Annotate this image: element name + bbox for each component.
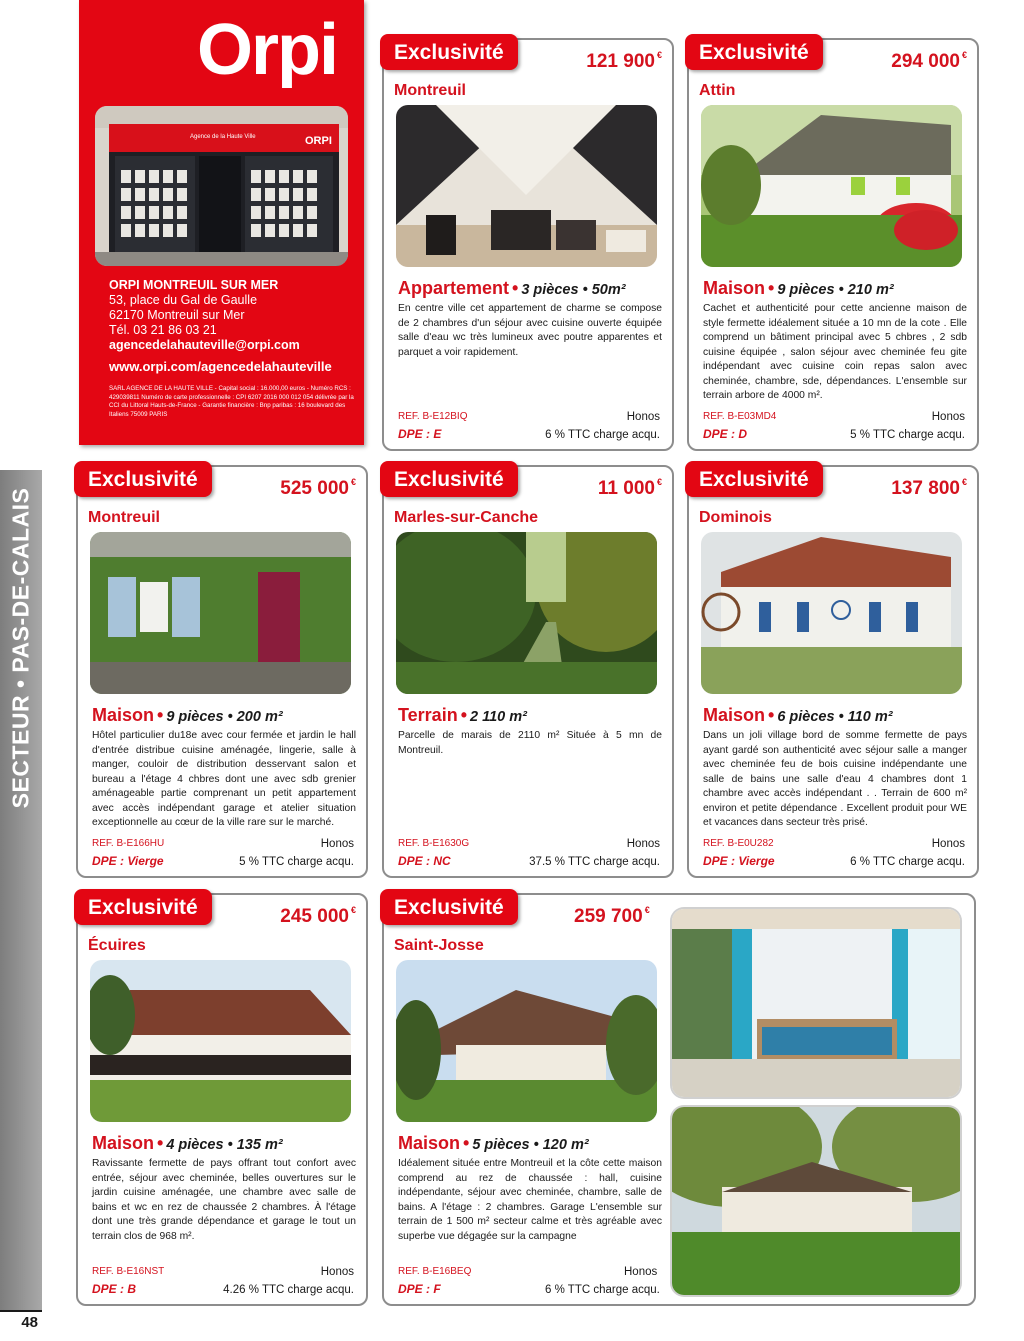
listing-description: Parcelle de marais de 2110 m² Située à 5 mn de Montreuil. (398, 730, 662, 756)
energy-rating: DPE : E (398, 427, 442, 441)
exclusivity-badge: Exclusivité (74, 461, 212, 497)
agency-address-line2: 62170 Montreuil sur Mer (109, 308, 245, 322)
fees-label: Honos (931, 838, 965, 850)
room-count: 4 pièces (166, 1137, 224, 1153)
fees-value: 6 % TTC charge acqu. (545, 429, 660, 441)
property-type: Maison (92, 1133, 155, 1153)
energy-rating: DPE : Vierge (703, 854, 775, 868)
energy-rating: DPE : F (398, 1282, 441, 1296)
listing-headline: Maison • 6 pièces • 110 m² (703, 705, 893, 725)
property-photo (396, 532, 657, 694)
storefront-logo: ORPI (305, 135, 332, 147)
listing-description: Cachet et authenticité pour cette ancienne maison de style fermette idéalement située a 10 mn de la cote . Elle comprend un bâtiment principal avec 5 chbres , 2 sdb cuisine équipée , salon séjour avec cheminée feu gite indépendant avec cuisine coin repas salon avec cheminée, chambre, sde, dépendances. L'ensemble sur terrain arbore de 4000 m². (703, 303, 967, 401)
energy-rating: DPE : NC (398, 854, 451, 868)
exclusivity-badge: Exclusivité (380, 34, 518, 70)
property-type: Maison (92, 705, 155, 725)
listing-card-marles-land[interactable] (382, 465, 674, 878)
listing-card-montreuil-house[interactable] (76, 465, 368, 878)
room-count: 9 pièces (166, 709, 224, 725)
price: 137 800 € (891, 477, 967, 499)
fees-value: 37.5 % TTC charge acqu. (529, 856, 660, 868)
agency-address-line1: 53, place du Gal de Gaulle (109, 293, 258, 307)
fees-value: 6 % TTC charge acqu. (850, 856, 965, 868)
energy-rating: DPE : B (92, 1282, 137, 1296)
city: Écuires (88, 937, 146, 954)
storefront-sign: Agence de la Haute Ville (190, 134, 256, 140)
property-photo (701, 532, 962, 694)
agency-email[interactable]: agencedelahauteville@orpi.com (109, 338, 300, 352)
price: 121 900 € (586, 50, 662, 72)
living-area: 50m² (591, 282, 626, 298)
listing-description: Hôtel particulier du18e avec cour fermée et jardin le hall d'entrée distribue cuisine aménagée, lingerie, salle à manger, couloir de distribution desservant salon et bureau a l'étage 4 chbres dont une avec sdb grenier aménageable partie comprenant un petit appartement avec accès indépendant garage et atelier situation exceptionnelle au cœur de la ville rare sur le marché. (92, 730, 356, 828)
listing-headline: Maison • 9 pièces • 200 m² (92, 705, 283, 725)
listing-headline: Terrain • 2 110 m² (398, 705, 527, 725)
listing-reference: REF. B-E03MD4 (703, 411, 777, 422)
listing-description: Dans un joli village bord de somme fermette de pays ayant gardé son authenticité avec séjour salle a manger avec cheminée feu de bois cuisine indépendante une salle de bains une salle d'eau 4 chambres dont 1 chambre avec accès indépendant . . Terrain de 600 m² environ et petite dépendance . Excellent produit pour WE et vacances dans secteur très prisé. (703, 730, 967, 828)
listing-reference: REF. B-E16NST (92, 1266, 165, 1277)
exclusivity-badge: Exclusivité (685, 34, 823, 70)
property-photo (396, 105, 657, 267)
property-type: Appartement (398, 278, 510, 298)
agency-panel (79, 0, 364, 445)
city: Dominois (699, 509, 772, 526)
property-photo (396, 960, 657, 1122)
property-type: Maison (703, 278, 766, 298)
fees-label: Honos (320, 838, 354, 850)
living-area: 2 110 m² (470, 709, 527, 725)
agency-contact (109, 278, 354, 419)
living-area: 120 m² (542, 1137, 589, 1153)
fees-label: Honos (626, 411, 660, 423)
city: Saint-Josse (394, 937, 484, 954)
listing-headline: Maison • 9 pièces • 210 m² (703, 278, 894, 298)
fees-value: 6 % TTC charge acqu. (545, 1284, 660, 1296)
room-count: 6 pièces (777, 709, 835, 725)
city: Marles-sur-Canche (394, 509, 539, 526)
fees-value: 5 % TTC charge acqu. (239, 856, 354, 868)
exclusivity-badge: Exclusivité (74, 889, 212, 925)
listing-headline: Appartement • 3 pièces • 50m² (398, 278, 626, 298)
exclusivity-badge: Exclusivité (380, 889, 518, 925)
fees-value: 4.26 % TTC charge acqu. (223, 1284, 354, 1296)
listing-description: Idéalement située entre Montreuil et la côte cette maison comprend au rez de chaussée : hall, cuisine indépendante, séjour avec cheminée, chambre, salle de bains. A l'étage : 2 chambres. Garage L'ensemble sur terrain de 1 500 m² secteur calme et très agréable avec superbe vue dégagée sur la campagne (398, 1158, 662, 1242)
interior-photo (672, 909, 960, 1097)
fees-label: Honos (931, 411, 965, 423)
sector-label: SECTEUR • PAS-DE-CALAIS (7, 487, 34, 809)
fees-label: Honos (626, 838, 660, 850)
city: Montreuil (88, 509, 160, 526)
room-count: 3 pièces (521, 282, 579, 298)
exclusivity-badge: Exclusivité (685, 461, 823, 497)
property-type: Terrain (398, 705, 458, 725)
city: Attin (699, 82, 736, 99)
listing-card-montreuil-apartment[interactable] (382, 38, 674, 451)
living-area: 135 m² (236, 1137, 283, 1153)
room-count: 9 pièces (777, 282, 835, 298)
fees-label: Honos (320, 1266, 354, 1278)
listing-description: En centre ville cet appartement de charme se compose de 2 chambres d'un séjour avec cuisine ouverte équipée salle d'eau wc très lumineux avec poutre apparentes et parquet a voir rapidement. (398, 303, 662, 358)
property-type: Maison (703, 705, 766, 725)
listing-reference: REF. B-E0U282 (703, 838, 774, 849)
listing-headline: Maison • 5 pièces • 120 m² (398, 1133, 589, 1153)
property-type: Maison (398, 1133, 461, 1153)
listing-description: Ravissante fermette de pays offrant tout confort avec entrée, séjour avec cheminée, belles ouvertures sur le jardin cuisine aménagée, une chambre avec salle de bains et wc en rez de chaussée 2 chambres. À l'étage dont une très grande dépendance et garage le tout un terrain clos de 968 m². (92, 1158, 356, 1242)
listing-card-saint-josse-house[interactable] (382, 893, 976, 1306)
price: 294 000 € (891, 50, 967, 72)
listing-reference: REF. B-E12BIQ (398, 411, 468, 422)
property-photo (90, 532, 351, 694)
listing-reference: REF. B-E1630G (398, 838, 470, 849)
fees-label: Honos (624, 1266, 658, 1278)
listing-card-ecuires-house[interactable] (76, 893, 368, 1306)
listing-reference: REF. B-E16BEQ (398, 1266, 472, 1277)
city: Montreuil (394, 82, 466, 99)
listing-card-dominois-house[interactable] (687, 465, 979, 878)
page-number: 48 (0, 1310, 42, 1334)
storefront-photo (95, 106, 348, 266)
listing-headline: Maison • 4 pièces • 135 m² (92, 1133, 283, 1153)
price: 259 700 € (574, 905, 650, 927)
agency-phone: Tél. 03 21 86 03 21 (109, 323, 217, 337)
garden-photo (672, 1107, 960, 1295)
price: 11 000 € (597, 477, 662, 499)
living-area: 110 m² (847, 709, 893, 725)
property-photo (701, 105, 962, 267)
agency-website[interactable]: www.orpi.com/agencedelahauteville (109, 359, 332, 374)
listing-card-attin-house[interactable] (687, 38, 979, 451)
listing-reference: REF. B-E166HU (92, 838, 165, 849)
living-area: 200 m² (236, 709, 283, 725)
price: 525 000 € (280, 477, 356, 499)
energy-rating: DPE : D (703, 427, 748, 441)
living-area: 210 m² (847, 282, 894, 298)
logo-text: Orpi (197, 14, 338, 88)
agency-name: ORPI MONTREUIL SUR MER (109, 278, 279, 292)
exclusivity-badge: Exclusivité (380, 461, 518, 497)
fees-value: 5 % TTC charge acqu. (850, 429, 965, 441)
room-count: 5 pièces (472, 1137, 530, 1153)
energy-rating: DPE : Vierge (92, 854, 164, 868)
property-photo (90, 960, 351, 1122)
agency-legal-notice: SARL AGENCE DE LA HAUTE VILLE - Capital social : 16.000,00 euros - Numéro RCS : 429039811 Numéro de carte professionnelle : CPI 6207 2016 000 012 054 délivrée par la CCI du Littoral Hauts-de-France - Garantie financière : Bnp paribas : 16 boulevard des Italiens 75009 PARIS (109, 385, 354, 418)
price: 245 000 € (280, 905, 356, 927)
